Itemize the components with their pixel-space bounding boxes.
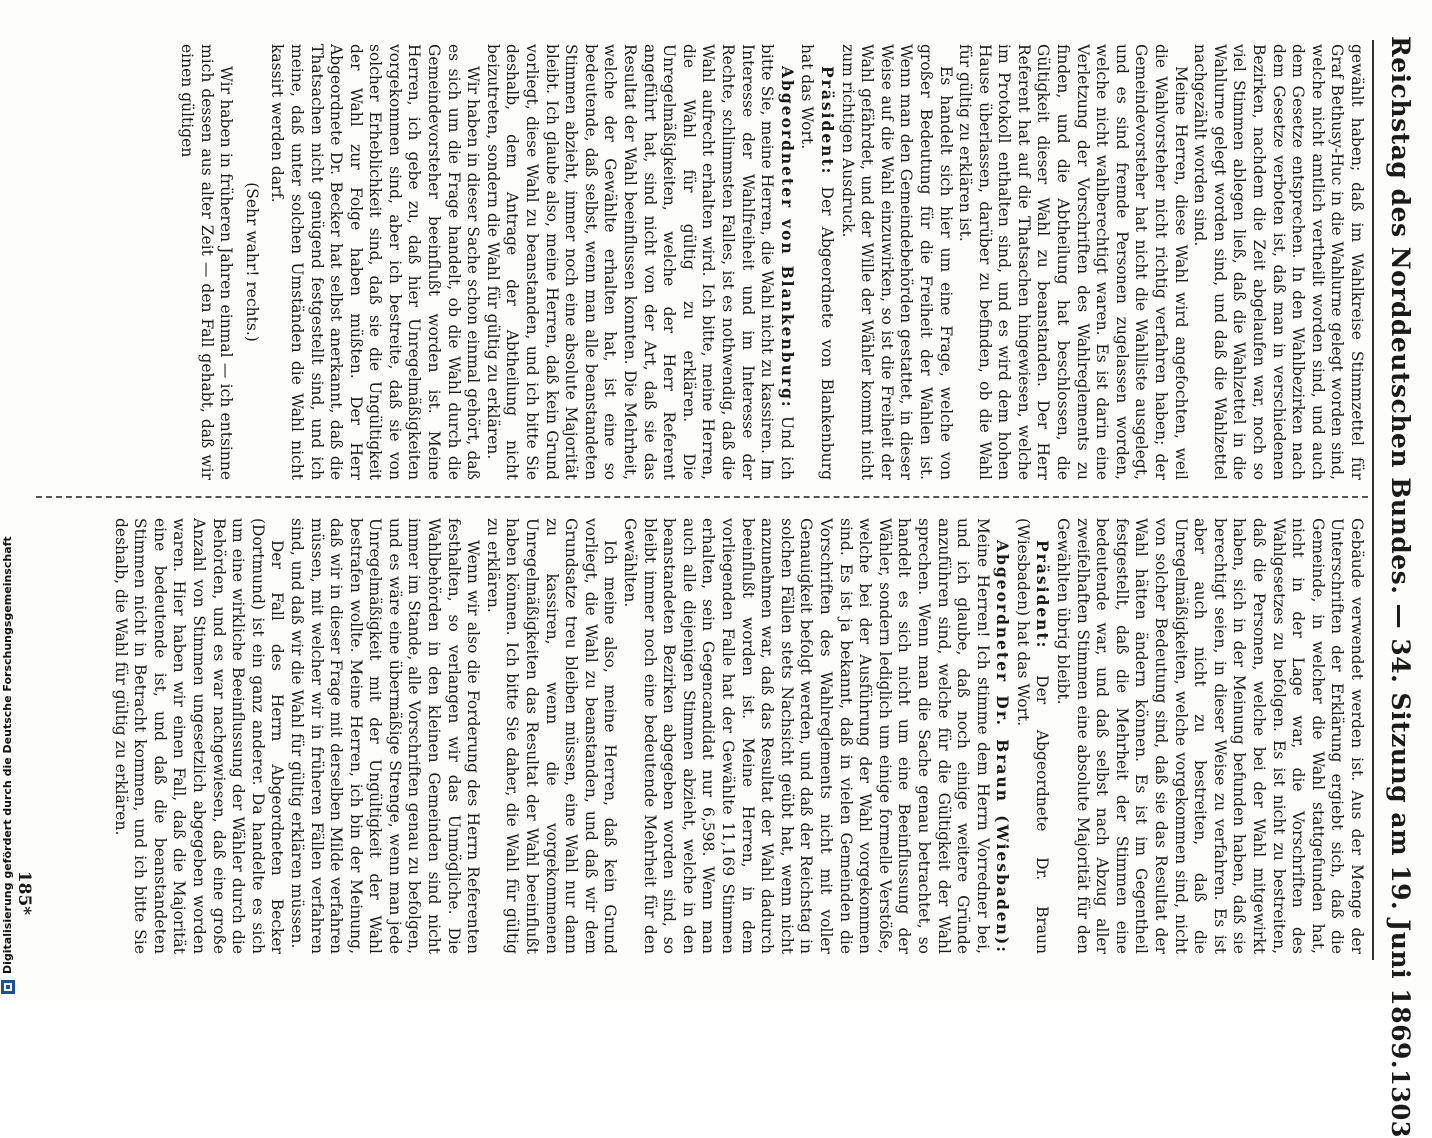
speech-paragraph xyxy=(482,44,797,480)
speech-text: Und ich bitte Sie, meine Herren, die Wahl nicht zu kassiren. Im Interesse der Wahlfreiheit und im Interesse der Rechte, schlimmsten Falles, ist es nothwendig, daß die Wahl aufrecht erhalten wird. Ich bitte, meine Herren, die Wahl für gültig zu erklären. Die Unregelmäßigkeiten, welche der Herr Referent angeführt hat, sind nicht von der Art, daß sie das Resultat der Wahl beeinflussen konnten. Die Mehrheit, welche der Gewählte erhalten hat, ist eine so bedeutende, daß selbst, wenn man alle beanstandeten Stimmen abzieht, immer noch eine absolute Majorität bleibt. Ich glaube also, meine Herren, daß kein Grund vorliegt, diese Wahl zu beanstanden, und ich bitte Sie deshalb, dem Antrage der Abtheilung nicht beizutreten, sondern die Wahl für gültig zu erklären. xyxy=(483,44,796,480)
paragraph: Wir haben in früheren Jahren einmal — ich entsinne mich dessen aus alter Zeit — den Fall gehabt, daß wir einen gültigen xyxy=(177,44,236,480)
speaker-entry xyxy=(797,44,837,480)
speech-paragraph xyxy=(619,518,1012,954)
running-header xyxy=(1376,36,1426,1138)
paragraph: Meine Herren, diese Wahl wird angefochten, weil die Wahlvorsteher nicht richtig verfahren haben; der Gemeindevorsteher hat nicht die Wahlliste ausgelegt, und es sind fremde Personen zugelassen worden, welche nicht wahlberechtigt waren. Es ist darin eine Verletzung der Vorschriften des Wahlreglements zu finden, und die Abtheilung hat beschlossen, die Gültigkeit dieser Wahl zu beanstanden. Der Herr Referent hat auf die Thatsachen hingewiesen, welche im Protokoll enthalten sind, und es wird dem hohen Hause überlassen, darüber zu befinden, ob die Wahl für gültig zu erklären ist. xyxy=(956,44,1190,480)
paragraph: Wir haben in dieser Sache schon einmal gehört, daß es sich um die Frage handelt, ob die Wahl durch die Gemeindevorsteher beeinflußt worden ist. Meine Herren, ich gebe zu, daß hier Unregelmäßigkeiten vorgekommen sind, aber ich bestreite, daß sie von solcher Erheblichkeit sind, daß sie die Ungültigkeit der Wahl zur Folge haben müßten. Der Herr Abgeordnete Dr. Becker hat selbst anerkannt, daß die Thatsachen nicht genügend festgestellt sind, und ich meine, daß unter solchen Umständen die Wahl nicht kassirt werden darf. xyxy=(268,44,483,480)
speaker-text: Der Abgeordnete von Blankenburg hat das Wort. xyxy=(798,44,836,480)
paragraph: Ich meine also, meine Herren, daß kein Grund vorliegt, die Wahl zu beanstanden, und daß wir dem Grundsatze treu bleiben müssen, eine Wahl nur dann zu kassiren, wenn die vorgekommenen Unregelmäßigkeiten das Resultat der Wahl beeinflußt haben können. Ich bitte Sie daher, die Wahl für gültig zu erklären. xyxy=(483,518,620,954)
applause-note: (Sehr wahr! rechts.) xyxy=(242,182,261,342)
speaker-entry xyxy=(1012,518,1052,954)
paragraph: Der Fall des Herrn Abgeordneten Becker (Dortmund) ist ein ganz anderer. Da handelte es sich um eine wirkliche Beeinflussung der Wähler durch die Behörden, und es war nachgewiesen, daß eine große Anzahl von Stimmen ungesetzlich abgegeben worden waren. Hier haben wir einen Fall, daß die Majorität eine bedeutende ist, und daß die beanstandeten Stimmen nicht in Betracht kommen, und ich bitte Sie deshalb, die Wahl für gültig zu erklären. xyxy=(111,518,287,954)
running-title: Reichstag des Norddeutschen Bundes. — 34. Sitzung am 19. Juni 1869. xyxy=(1386,36,1416,1070)
paragraph: Es handelt sich hier um eine Frage, welche von großer Bedeutung für die Freiheit der Wahlen ist. Wenn man den Gemeindebehörden gestattet, in dieser Weise auf die Wahl einzuwirken, so ist die Freiheit der Wahl gefährdet, und der Wille der Wähler kommt nicht zum richtigen Ausdruck. xyxy=(838,44,955,480)
paragraph: Wenn wir also die Forderung des Herrn Referenten festhalten, so verlangen wir das Unmögliche. Die Wahlbehörden in den kleinen Gemeinden sind nicht immer im Stande, alle Vorschriften genau zu befolgen, und es wäre eine übermäßige Strenge, wenn man jede Unregelmäßigkeit mit der Ungültigkeit der Wahl bestrafen wollte. Meine Herren, ich bin der Meinung, daß wir in dieser Frage mit derselben Milde verfahren müssen, mit welcher wir in früheren Fällen verfahren sind, und daß wir die Wahl für gültig erklären müssen. xyxy=(287,518,483,954)
digitization-note: Digitalisierung gefördert durch die Deutsche Forschungsgemeinschaft xyxy=(1,536,14,974)
page-number: 1303 xyxy=(1386,1069,1416,1138)
dfg-logo-icon xyxy=(1,980,15,994)
speaker-label: Abgeordneter von Blankenburg: xyxy=(777,66,797,409)
speech-text: Meine Herren! Ich stimme dem Herrn Vorredner bei, und ich glaube, daß noch einige weitere Gründe anzuführen sind, welche für die Gültigkeit der Wahl sprechen. Wenn man die Sache genau betrachtet, so handelt es sich nicht um eine Beeinflussung der Wähler, sondern lediglich um einige formelle Verstöße, welche bei der Ausführung der Wahl vorgekommen sind. Es ist ja bekannt, daß in vielen Gemeinden die Vorschriften des Wahlreglements nicht mit voller Genauigkeit befolgt werden, und daß der Reichstag in solchen Fällen stets Nachsicht geübt hat, wenn nicht anzunehmen war, daß das Resultat der Wahl dadurch beeinflußt worden ist. Meine Herren, in dem vorliegenden Falle hat der Gewählte 11,169 Stimmen erhalten, sein Gegencandidat nur 6,598. Wenn man auch alle diejenigen Stimmen abzieht, welche in den beanstandeten Bezirken abgegeben worden sind, so bleibt immer noch eine bedeutende Mehrheit für den Gewählten. xyxy=(621,518,992,954)
speaker-label: Präsident: xyxy=(1033,540,1053,650)
column-divider xyxy=(36,496,1368,498)
header-rule xyxy=(1372,40,1374,960)
signature-mark: 185* xyxy=(14,870,34,916)
digitization-stamp xyxy=(0,536,16,1000)
right-column xyxy=(26,518,1366,954)
speaker-text: Der Abgeordnete Dr. Braun (Wiesbaden) hat das Wort. xyxy=(1013,518,1052,954)
paragraph: Gebäude verwendet werden ist. Aus der Menge der Unterschriften der Erklärung ergiebt sich, daß die Gemeinde, in welcher die Wahl stattgefunden hat, nicht in der Lage war, die Vorschriften des Wahlgesetzes zu befolgen. Es ist nicht zu bestreiten, daß die Personen, welche bei der Wahl mitgewirkt haben, sich in der Meinung befunden haben, daß sie berechtigt seien, in dieser Weise zu verfahren. Es ist aber auch nicht zu bestreiten, daß die Unregelmäßigkeiten, welche vorgekommen sind, nicht von solcher Bedeutung sind, daß sie das Resultat der Wahl hätten ändern können. Es ist im Gegentheil festgestellt, daß die Mehrheit der Stimmen eine bedeutende war, und daß selbst nach Abzug aller zweifelhaften Stimmen eine absolute Majorität für den Gewählten übrig bleibt. xyxy=(1054,518,1366,954)
left-column xyxy=(26,44,1366,480)
speaker-label: Präsident: xyxy=(817,66,837,176)
speaker-label: Abgeordneter Dr. Braun (Wiesbaden): xyxy=(993,540,1013,954)
paragraph: gewählt haben; daß im Wahlkreise Stimmzettel für Graf Bethusy-Huc in die Wahlurne gelegt worden sind, welche nicht amtlich vertheilt worden sind, und auch dem Gesetze entsprechen. In den Wahlbezirken nach dem Gesetze verboten ist, daß man in verschiedenen Bezirken, nachdem die Zeit abgelaufen war, noch so viel Stimmen ablegen ließ, daß die Wahlzettel in die Wahlurne gelegt worden sind, und daß die Wahlzettel nachgezählt worden sind. xyxy=(1191,44,1366,480)
